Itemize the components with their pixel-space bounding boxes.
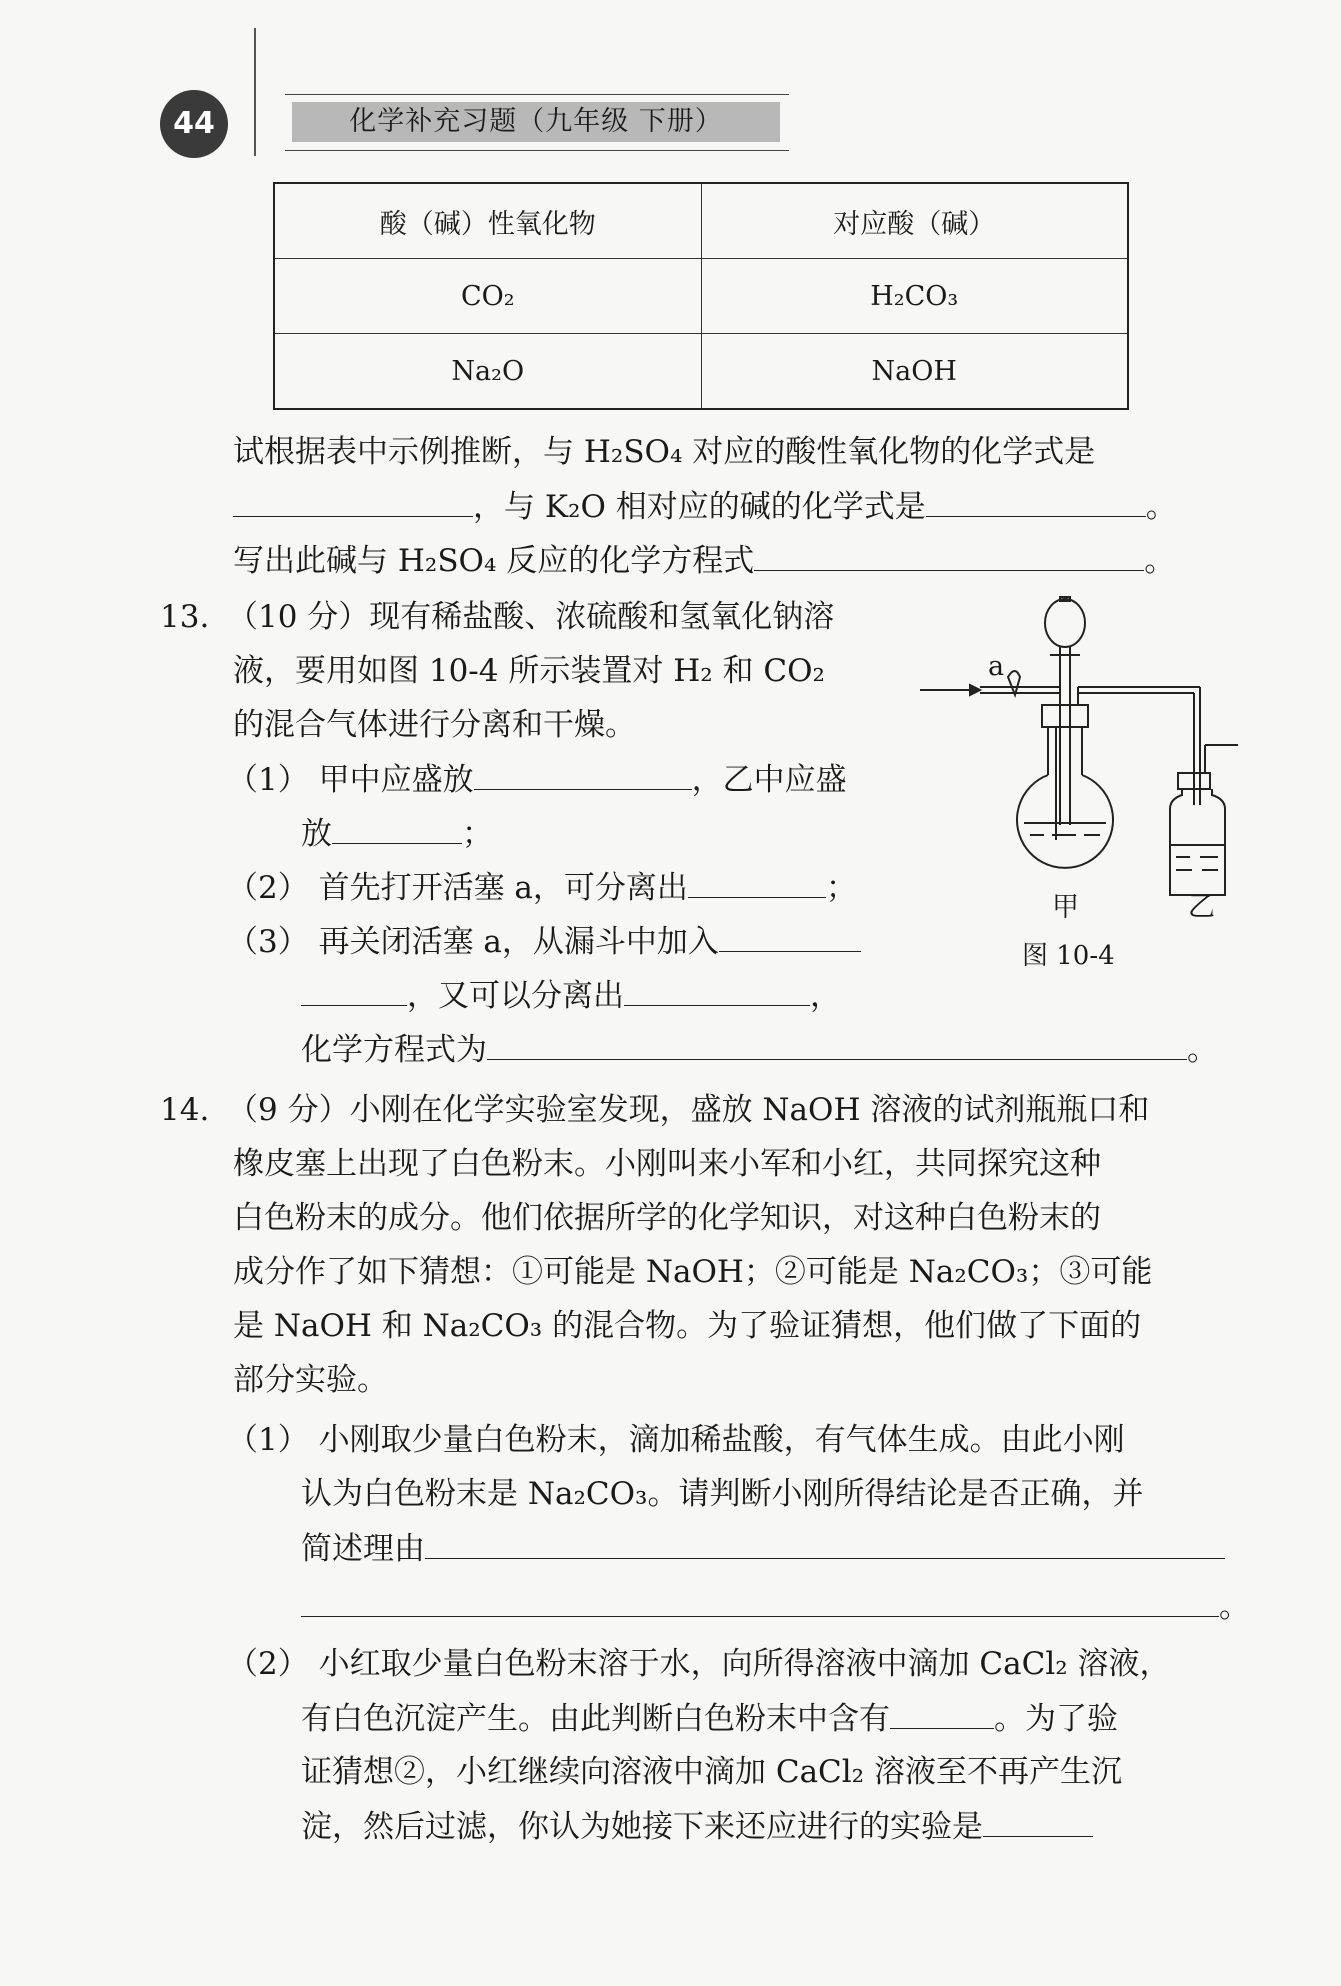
answer-blank[interactable] (754, 540, 1144, 571)
table-header-cell: 对应酸（碱） (701, 183, 1128, 259)
q13-part2: （2） 首先打开活塞 a，可分离出 ； (227, 867, 857, 908)
valve-label: a (988, 651, 1005, 682)
q14-part2-line: 有白色沉淀产生。由此判断白色粉末中含有 。为了验 (301, 1698, 1118, 1739)
q14-line: 成分作了如下猜想：①可能是 NaOH；②可能是 Na₂CO₃；③可能 (233, 1254, 1153, 1290)
q14-number: 14. (160, 1092, 210, 1128)
q14-line: 橡皮塞上出现了白色粉末。小刚叫来小军和小红，共同探究这种 (233, 1146, 1101, 1182)
figure-caption: 图 10-4 (1022, 941, 1115, 971)
q14-line: 部分实验。 (233, 1362, 388, 1398)
q13-part3-equation: 化学方程式为 。 (301, 1029, 1218, 1070)
answer-blank[interactable] (487, 1029, 1187, 1060)
page-number-badge: 44 (160, 90, 228, 158)
answer-blank[interactable] (233, 486, 473, 517)
answer-blank[interactable] (425, 1528, 1225, 1559)
answer-blank[interactable] (890, 1698, 994, 1729)
q14-part1-reason-cont: 。 (301, 1586, 1250, 1627)
header-top-line (285, 94, 789, 95)
q14-line: （9 分）小刚在化学实验室发现，盛放 NaOH 溶液的试剂瓶瓶口和 (227, 1092, 1150, 1128)
table-cell: NaOH (701, 334, 1128, 410)
table-header-row (274, 183, 1128, 259)
answer-blank[interactable] (301, 1586, 1219, 1617)
q14-part1-reason: 简述理由 (301, 1528, 1225, 1569)
table-row (274, 259, 1128, 334)
q12-line3: 写出此碱与 H₂SO₄ 反应的化学方程式 。 (233, 540, 1175, 581)
table-cell: H₂CO₃ (701, 259, 1128, 334)
table-cell: Na₂O (274, 334, 701, 410)
q14-part1-line: 认为白色粉末是 Na₂CO₃。请判断小刚所得结论是否正确，并 (301, 1476, 1144, 1512)
q13-part3-cont: ，又可以分离出 ， (301, 975, 841, 1016)
q13-part1-cont: 放 ； (301, 813, 493, 854)
oxide-table (273, 182, 1129, 410)
answer-blank[interactable] (719, 921, 861, 952)
table-cell: CO₂ (274, 259, 701, 334)
header-vertical-rule (254, 28, 256, 156)
header-bottom-line (285, 150, 789, 151)
table-row (274, 334, 1128, 410)
q14-part1-line: （1） 小刚取少量白色粉末，滴加稀盐酸，有气体生成。由此小刚 (227, 1422, 1125, 1458)
answer-blank[interactable] (688, 867, 826, 898)
q13-line3: 的混合气体进行分离和干燥。 (233, 707, 636, 743)
q14-part2-line: （2） 小红取少量白色粉末溶于水，向所得溶液中滴加 CaCl₂ 溶液， (227, 1646, 1171, 1682)
q13-number: 13. (160, 599, 210, 635)
answer-blank[interactable] (983, 1806, 1093, 1837)
table-header-cell: 酸（碱）性氧化物 (274, 183, 701, 259)
q13-part1: （1） 甲中应盛放 ，乙中应盛 (227, 759, 847, 800)
q13-line2: 液，要用如图 10-4 所示装置对 H₂ 和 CO₂ (233, 653, 825, 689)
q14-line: 是 NaOH 和 Na₂CO₃ 的混合物。为了验证猜想，他们做了下面的 (233, 1308, 1142, 1344)
bottle-label: 乙 (1188, 892, 1215, 923)
answer-blank[interactable] (926, 486, 1146, 517)
answer-blank[interactable] (474, 759, 692, 790)
q14-line: 白色粉末的成分。他们依据所学的化学知识，对这种白色粉末的 (233, 1200, 1101, 1236)
q14-part2-line: 淀，然后过滤，你认为她接下来还应进行的实验是 (301, 1806, 1093, 1847)
q12-line2: ，与 K₂O 相对应的碱的化学式是 。 (233, 486, 1177, 527)
apparatus-figure (920, 595, 1240, 975)
header-title: 化学补充习题（九年级 下册） (292, 102, 780, 142)
answer-blank[interactable] (332, 813, 462, 844)
q12-line1: 试根据表中示例推断，与 H₂SO₄ 对应的酸性氧化物的化学式是 (233, 434, 1096, 470)
answer-blank[interactable] (624, 975, 810, 1006)
q13-line1: （10 分）现有稀盐酸、浓硫酸和氢氧化钠溶 (227, 599, 835, 635)
q14-part2-line: 证猜想②，小红继续向溶液中滴加 CaCl₂ 溶液至不再产生沉 (301, 1754, 1122, 1790)
q13-part3: （3） 再关闭活塞 a，从漏斗中加入 (227, 921, 861, 962)
flask-label: 甲 (1052, 892, 1079, 923)
answer-blank[interactable] (301, 975, 407, 1006)
